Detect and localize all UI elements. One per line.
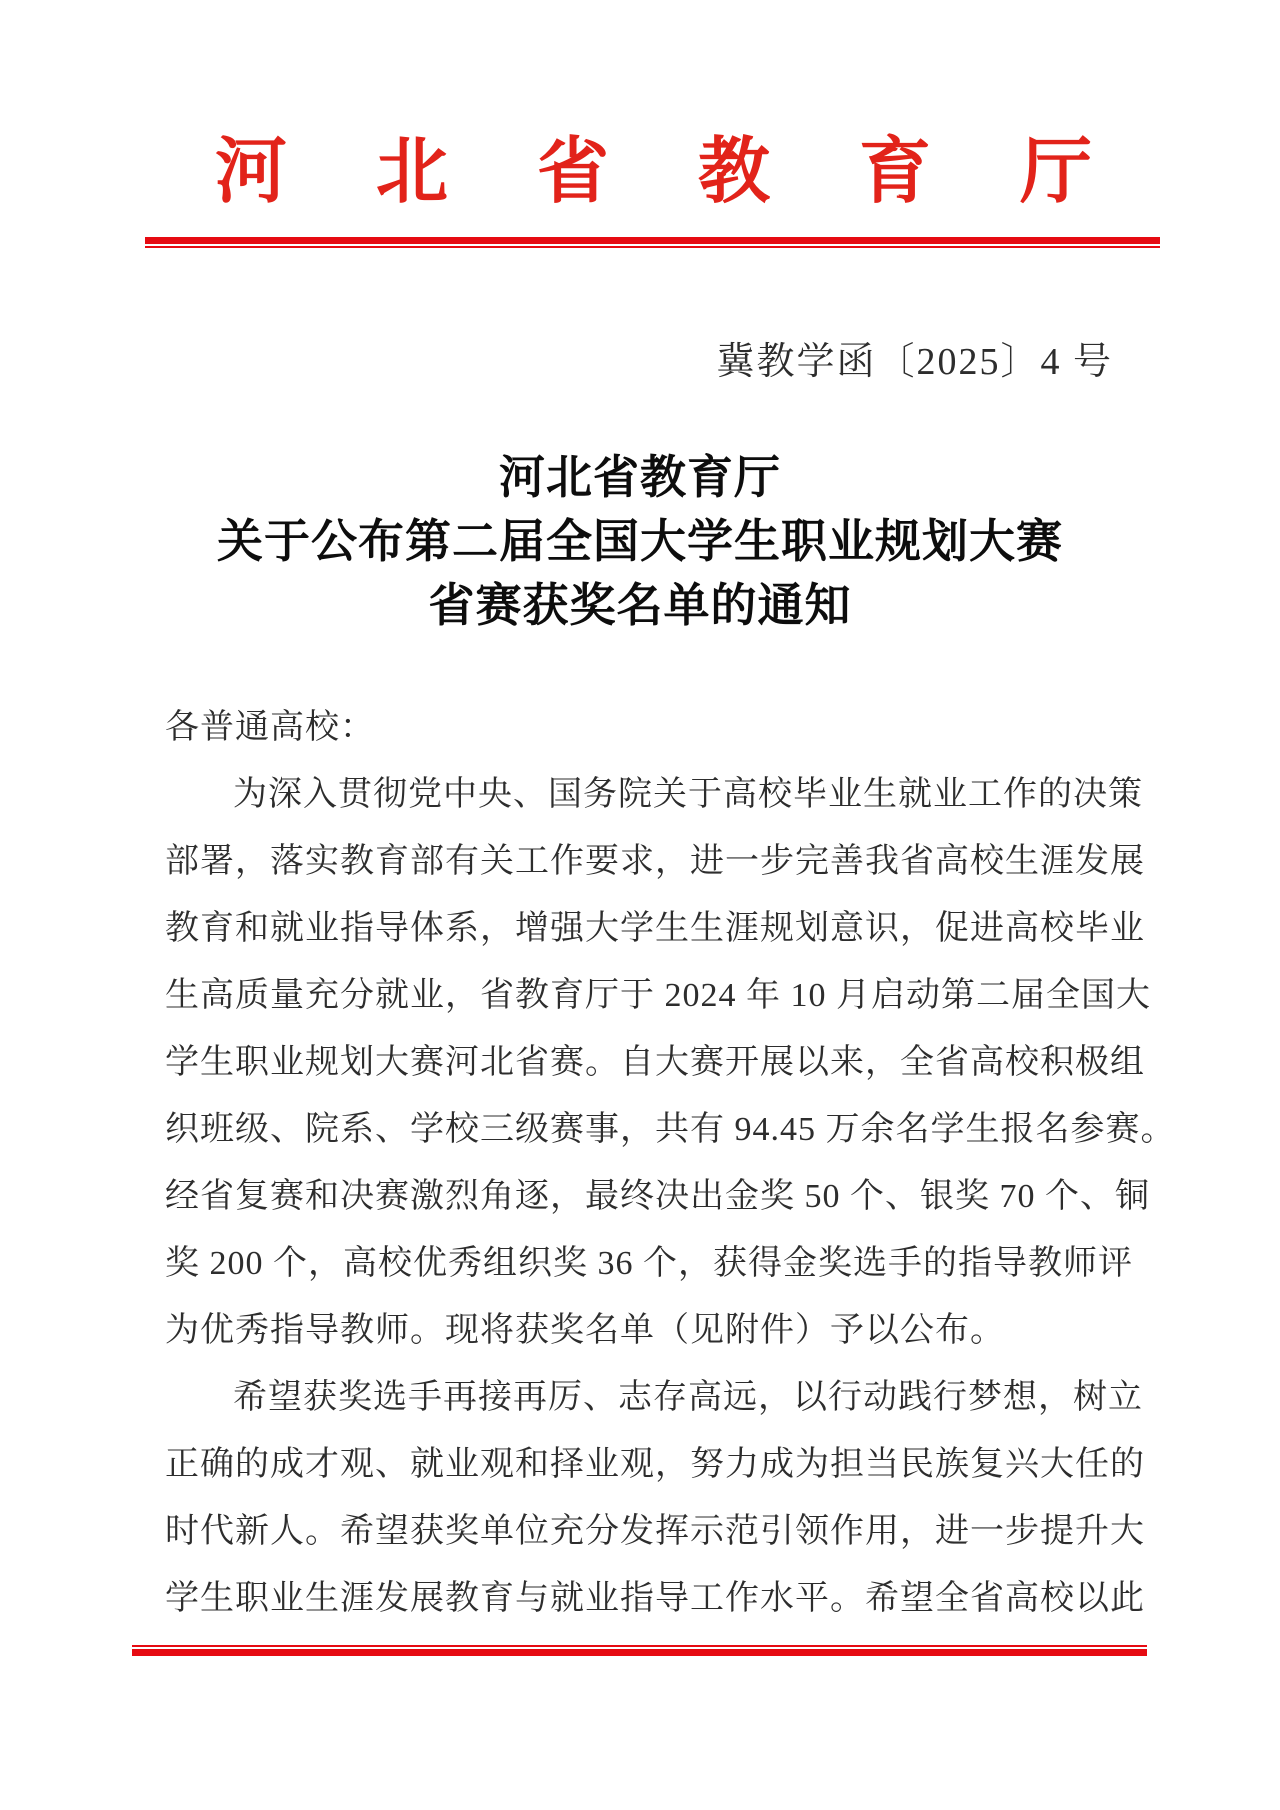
body-line: 奖 200 个，高校优秀组织奖 36 个，获得金奖选手的指导教师评 — [165, 1245, 1133, 1282]
body-line: 希望获奖选手再接再厉、志存高远，以行动践行梦想，树立 — [233, 1379, 1143, 1416]
page-footer-rule — [132, 1645, 1147, 1656]
document-title-line: 省赛获奖名单的通知 — [428, 580, 852, 631]
body-line: 部署，落实教育部有关工作要求，进一步完善我省高校生涯发展 — [165, 843, 1145, 880]
document-body — [165, 694, 1176, 1632]
document-title — [0, 446, 1280, 638]
body-line: 为优秀指导教师。现将获奖名单（见附件）予以公布。 — [165, 1312, 1005, 1349]
letterhead-agency-name: 河北省教育厅 — [214, 132, 1181, 212]
salutation: 各普通高校： — [165, 709, 375, 746]
body-line: 教育和就业指导体系，增强大学生生涯规划意识，促进高校毕业 — [165, 910, 1145, 947]
body-line: 正确的成才观、就业观和择业观，努力成为担当民族复兴大任的 — [165, 1446, 1145, 1483]
document-reference-number: 冀教学函〔2025〕4 号 — [716, 341, 1113, 383]
body-line: 学生职业生涯发展教育与就业指导工作水平。希望全省高校以此 — [165, 1580, 1145, 1617]
document-title-line: 关于公布第二届全国大学生职业规划大赛 — [217, 516, 1063, 567]
body-line: 为深入贯彻党中央、国务院关于高校毕业生就业工作的决策 — [233, 776, 1143, 813]
body-line: 学生职业规划大赛河北省赛。自大赛开展以来，全省高校积极组 — [165, 1044, 1145, 1081]
body-line: 时代新人。希望获奖单位充分发挥示范引领作用，进一步提升大 — [165, 1513, 1145, 1550]
document-title-line: 河北省教育厅 — [499, 452, 781, 503]
body-line: 生高质量充分就业，省教育厅于 2024 年 10 月启动第二届全国大 — [165, 977, 1151, 1014]
body-line: 经省复赛和决赛激烈角逐，最终决出金奖 50 个、银奖 70 个、铜 — [165, 1178, 1150, 1215]
body-line: 织班级、院系、学校三级赛事，共有 94.45 万余名学生报名参赛。 — [165, 1111, 1176, 1148]
letterhead-divider-rule — [145, 237, 1160, 248]
